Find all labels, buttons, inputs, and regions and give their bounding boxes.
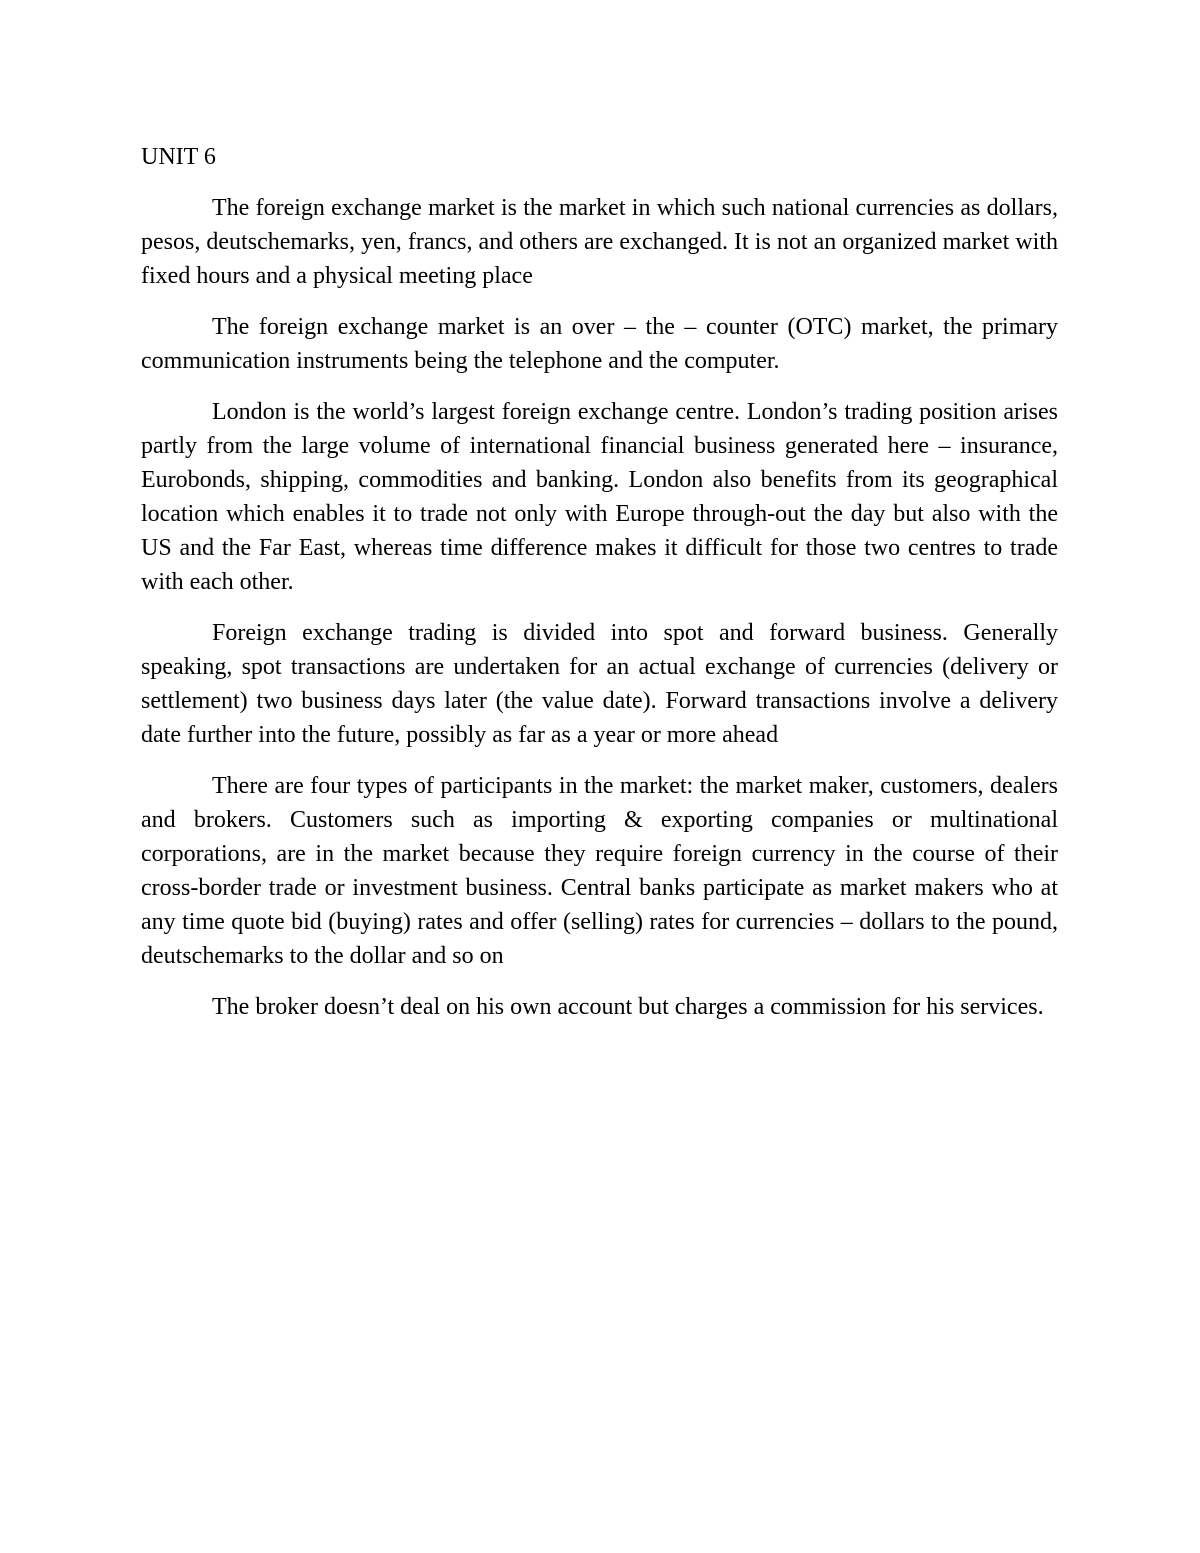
paragraph-otc-market: The foreign exchange market is an over – the – counter (OTC) market, the primary communication instruments being the telephone and the computer. — [141, 314, 1058, 374]
paragraph-foreign-exchange-definition: The foreign exchange market is the market in which such national currencies as dollars, pesos, deutschemarks, yen, francs, and others are exchanged. It is not an organized market with fixed hours and a physical meeting place — [141, 195, 1058, 289]
document-page — [141, 140, 1058, 1041]
unit-title: UNIT 6 — [141, 144, 216, 170]
paragraph-spot-forward: Foreign exchange trading is divided into spot and forward business. Generally speaking, spot transactions are undertaken for an actual exchange of currencies (delivery or settlement) two business days later (the value date). Forward transactions involve a delivery date further into the future, possibly as far as a year or more ahead — [141, 620, 1058, 748]
paragraph-participants: There are four types of participants in the market: the market maker, customers, dealers and brokers. Customers such as importing & exporting companies or multinational corporations, are in the market because they require foreign currency in the course of their cross-border trade or investment business. Central banks participate as market makers who at any time quote bid (buying) rates and offer (selling) rates for currencies – dollars to the pound, deutschemarks to the dollar and so on — [141, 773, 1058, 969]
paragraph-broker: The broker doesn’t deal on his own account but charges a commission for his services. — [212, 994, 1044, 1020]
paragraph-london-centre: London is the world’s largest foreign exchange centre. London’s trading position arises partly from the large volume of international financial business generated here – insurance, Eurobonds, shipping, commodities and banking. London also benefits from its geographical location which enables it to trade not only with Europe through-out the day but also with the US and the Far East, whereas time difference makes it difficult for those two centres to trade with each other. — [141, 399, 1058, 595]
